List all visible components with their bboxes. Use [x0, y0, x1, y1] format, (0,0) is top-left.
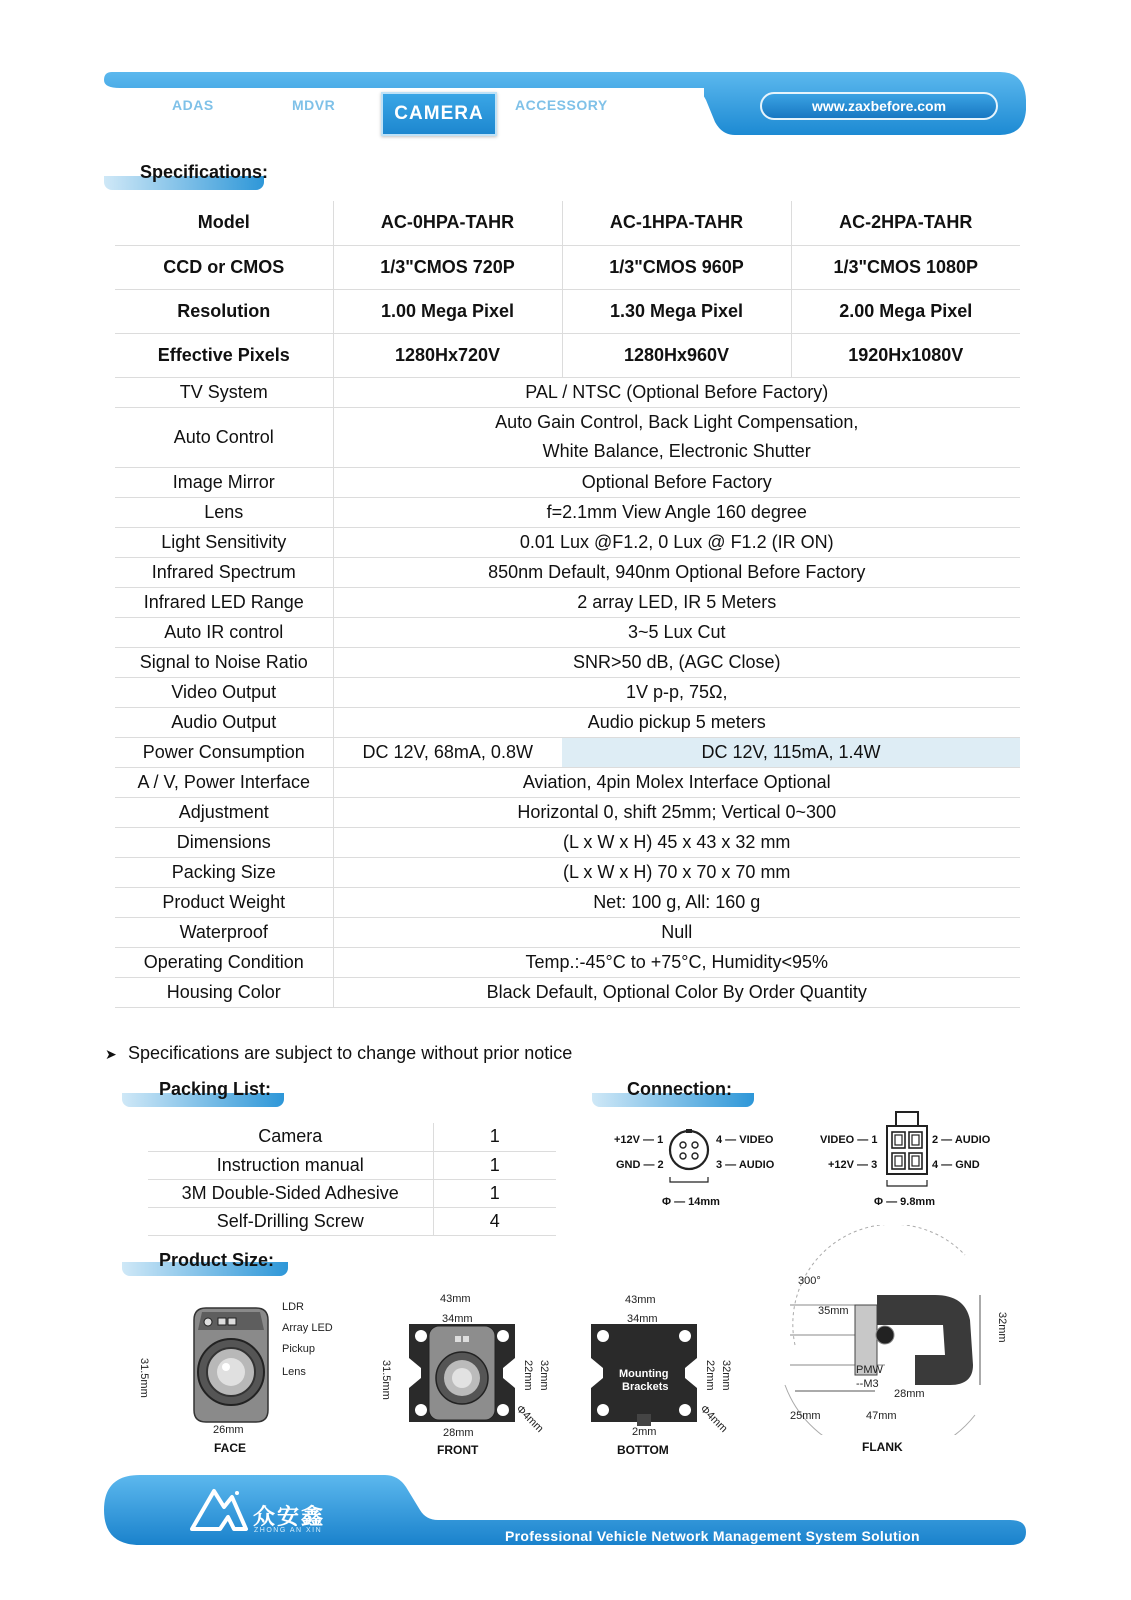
- sensor-0: 1/3"CMOS 720P: [333, 245, 562, 289]
- bottom-mounting-text1: Mounting: [619, 1368, 669, 1380]
- table-row: [115, 827, 1020, 857]
- brand-logo-icon: [188, 1485, 250, 1535]
- aviation-pin4: 4 — VIDEO: [716, 1134, 774, 1146]
- face-label-lens: Lens: [282, 1366, 306, 1378]
- table-row: [115, 707, 1020, 737]
- row-value: Horizontal 0, shift 25mm; Vertical 0~300: [333, 797, 1020, 827]
- row-label: Power Consumption: [115, 737, 333, 767]
- resolution-2: 2.00 Mega Pixel: [791, 289, 1020, 333]
- row-label: Video Output: [115, 677, 333, 707]
- row-value: 1V p-p, 75Ω,: [333, 677, 1020, 707]
- row-label: Operating Condition: [115, 947, 333, 977]
- flank-m3: --M3: [856, 1378, 879, 1390]
- table-row: [115, 797, 1020, 827]
- table-row: [115, 677, 1020, 707]
- website-link[interactable]: www.zaxbefore.com: [760, 92, 998, 120]
- packing-item: Instruction manual: [148, 1151, 433, 1179]
- camera-front-icon: [403, 1318, 523, 1428]
- molex-pin1: VIDEO — 1: [820, 1134, 878, 1146]
- packing-item: Self-Drilling Screw: [148, 1207, 433, 1235]
- table-row: [115, 201, 1020, 245]
- connection-title: Connection:: [627, 1079, 732, 1099]
- row-value: Black Default, Optional Color By Order Quantity: [333, 977, 1020, 1007]
- front-top-width2: 34mm: [442, 1313, 473, 1325]
- row-label: Product Weight: [115, 887, 333, 917]
- row-value: 2 array LED, IR 5 Meters: [333, 587, 1020, 617]
- row-label: Model: [115, 201, 333, 245]
- bottom-top-width: 43mm: [625, 1294, 656, 1306]
- packing-qty: 1: [433, 1179, 556, 1207]
- row-value: 850nm Default, 940nm Optional Before Factory: [333, 557, 1020, 587]
- table-row: [115, 917, 1020, 947]
- camera-face-icon: [180, 1300, 290, 1430]
- row-value: SNR>50 dB, (AGC Close): [333, 647, 1020, 677]
- packing-qty: 4: [433, 1207, 556, 1235]
- face-label-pickup: Pickup: [282, 1343, 316, 1355]
- row-label: Infrared Spectrum: [115, 557, 333, 587]
- model-0: AC-0HPA-TAHR: [333, 201, 562, 245]
- flank-d1: 28mm: [894, 1388, 925, 1400]
- bottom-hole: Φ4mm: [697, 1403, 730, 1435]
- molex-diameter: Φ — 9.8mm: [874, 1196, 935, 1208]
- table-row: [115, 557, 1020, 587]
- row-value: PAL / NTSC (Optional Before Factory): [333, 377, 1020, 407]
- bottom-right-height1: 22mm: [704, 1360, 716, 1391]
- bottom-caption: BOTTOM: [617, 1443, 669, 1457]
- header-bar: [0, 0, 1131, 150]
- front-bottom-width: 28mm: [443, 1427, 474, 1439]
- molex-pin2: 2 — AUDIO: [932, 1134, 991, 1146]
- table-row: [115, 527, 1020, 557]
- row-label: Adjustment: [115, 797, 333, 827]
- row-label: Resolution: [115, 289, 333, 333]
- face-caption: FACE: [214, 1441, 247, 1455]
- tab-adas[interactable]: ADAS: [172, 97, 214, 113]
- product-size-title: Product Size:: [159, 1250, 275, 1270]
- packing-item: 3M Double-Sided Adhesive: [148, 1179, 433, 1207]
- front-caption: FRONT: [437, 1443, 479, 1457]
- camera-flank-icon: [775, 1225, 1015, 1435]
- row-value: [333, 407, 1020, 467]
- bottom-bottom-width: 2mm: [632, 1426, 657, 1438]
- row-value: Aviation, 4pin Molex Interface Optional: [333, 767, 1020, 797]
- bottom-top-width2: 34mm: [627, 1313, 658, 1325]
- tab-accessory[interactable]: ACCESSORY: [515, 97, 608, 113]
- front-right-height2: 32mm: [538, 1360, 550, 1391]
- face-label-ldr: LDR: [282, 1301, 305, 1313]
- flank-d3: 47mm: [866, 1410, 897, 1422]
- face-label-array-led: Array LED: [282, 1322, 333, 1334]
- table-row: [115, 497, 1020, 527]
- row-value: Optional Before Factory: [333, 467, 1020, 497]
- row-label: Waterproof: [115, 917, 333, 947]
- table-row: [115, 887, 1020, 917]
- row-label: CCD or CMOS: [115, 245, 333, 289]
- table-row: [115, 857, 1020, 887]
- row-value: (L x W x H) 70 x 70 x 70 mm: [333, 857, 1020, 887]
- model-2: AC-2HPA-TAHR: [791, 201, 1020, 245]
- row-label: Housing Color: [115, 977, 333, 1007]
- row-label: Image Mirror: [115, 467, 333, 497]
- pixels-1: 1280Hx960V: [562, 333, 791, 377]
- molex-pin4: 4 — GND: [932, 1159, 980, 1171]
- model-1: AC-1HPA-TAHR: [562, 201, 791, 245]
- front-left-height: 31.5mm: [380, 1360, 392, 1400]
- pixels-2: 1920Hx1080V: [791, 333, 1020, 377]
- face-height: 31.5mm: [138, 1358, 150, 1398]
- tab-camera[interactable]: CAMERA: [381, 92, 497, 136]
- row-value: 3~5 Lux Cut: [333, 617, 1020, 647]
- flank-pmw: PMW: [856, 1364, 883, 1376]
- aviation-pin1: +12V — 1: [614, 1134, 664, 1146]
- resolution-0: 1.00 Mega Pixel: [333, 289, 562, 333]
- table-row: [115, 377, 1020, 407]
- bottom-right-height2: 32mm: [720, 1360, 732, 1391]
- tab-mdvr[interactable]: MDVR: [292, 97, 336, 113]
- specifications-table: [115, 201, 1020, 1008]
- row-label: Auto IR control: [115, 617, 333, 647]
- flank-width1: 35mm: [818, 1305, 849, 1317]
- molex-pin3: +12V — 3: [828, 1159, 878, 1171]
- sensor-1: 1/3"CMOS 960P: [562, 245, 791, 289]
- power-value-a: DC 12V, 68mA, 0.8W: [333, 737, 562, 767]
- flank-caption: FLANK: [862, 1440, 903, 1454]
- footer-tagline: Professional Vehicle Network Management System Solution: [505, 1528, 920, 1544]
- flank-height: 32mm: [996, 1312, 1008, 1343]
- table-row: [115, 977, 1020, 1007]
- table-row: [115, 617, 1020, 647]
- table-row: [115, 737, 1020, 767]
- row-value: Net: 100 g, All: 160 g: [333, 887, 1020, 917]
- row-label: Packing Size: [115, 857, 333, 887]
- front-top-width: 43mm: [440, 1293, 471, 1305]
- row-value: 0.01 Lux @F1.2, 0 Lux @ F1.2 (IR ON): [333, 527, 1020, 557]
- row-label: Light Sensitivity: [115, 527, 333, 557]
- table-row: [115, 947, 1020, 977]
- notice-text: Specifications are subject to change without prior notice: [128, 1043, 573, 1063]
- table-row: [115, 289, 1020, 333]
- table-row: [148, 1207, 556, 1235]
- table-row: [115, 647, 1020, 677]
- sensor-2: 1/3"CMOS 1080P: [791, 245, 1020, 289]
- row-value: Temp.:-45°C to +75°C, Humidity<95%: [333, 947, 1020, 977]
- row-label: TV System: [115, 377, 333, 407]
- bottom-mounting-text2: Brackets: [622, 1381, 669, 1393]
- table-row: [148, 1179, 556, 1207]
- row-label: Audio Output: [115, 707, 333, 737]
- notice: [105, 1043, 572, 1064]
- aviation-pin3: 3 — AUDIO: [716, 1159, 775, 1171]
- pixels-0: 1280Hx720V: [333, 333, 562, 377]
- auto-control-line1: Auto Gain Control, Back Light Compensation,: [495, 412, 859, 432]
- auto-control-line2: White Balance, Electronic Shutter: [542, 441, 811, 461]
- aviation-diameter: Φ — 14mm: [662, 1196, 720, 1208]
- table-row: [115, 245, 1020, 289]
- packing-qty: 1: [433, 1151, 556, 1179]
- front-right-height1: 22mm: [522, 1360, 534, 1391]
- brand-name: 众安鑫: [253, 1504, 326, 1529]
- table-row: [115, 333, 1020, 377]
- flank-angle: 300°: [798, 1275, 821, 1287]
- row-value: f=2.1mm View Angle 160 degree: [333, 497, 1020, 527]
- front-hole: Φ4mm: [513, 1403, 546, 1435]
- row-value: Null: [333, 917, 1020, 947]
- brand-subtitle: ZHONG AN XIN: [254, 1527, 323, 1534]
- table-row: [115, 467, 1020, 497]
- packing-qty: 1: [433, 1123, 556, 1151]
- face-width: 26mm: [213, 1424, 244, 1436]
- arrow-bullet-icon: ➤: [105, 1046, 117, 1062]
- row-label: Infrared LED Range: [115, 587, 333, 617]
- molex-connector-icon: [884, 1110, 934, 1196]
- row-label: Signal to Noise Ratio: [115, 647, 333, 677]
- packing-item: Camera: [148, 1123, 433, 1151]
- aviation-connector-icon: [662, 1125, 716, 1195]
- row-label: Auto Control: [115, 407, 333, 467]
- row-label: Effective Pixels: [115, 333, 333, 377]
- packing-list-title: Packing List:: [159, 1079, 272, 1099]
- table-row: [148, 1151, 556, 1179]
- packing-list-table: [148, 1123, 556, 1236]
- table-row: [115, 407, 1020, 467]
- flank-d2: 25mm: [790, 1410, 821, 1422]
- row-label: Lens: [115, 497, 333, 527]
- table-row: [115, 587, 1020, 617]
- table-row: [148, 1123, 556, 1151]
- row-label: A / V, Power Interface: [115, 767, 333, 797]
- row-label: Dimensions: [115, 827, 333, 857]
- table-row: [115, 767, 1020, 797]
- row-value: (L x W x H) 45 x 43 x 32 mm: [333, 827, 1020, 857]
- aviation-pin2: GND — 2: [616, 1159, 664, 1171]
- row-value: Audio pickup 5 meters: [333, 707, 1020, 737]
- resolution-1: 1.30 Mega Pixel: [562, 289, 791, 333]
- power-value-b: DC 12V, 115mA, 1.4W: [562, 737, 1020, 767]
- specifications-title: Specifications:: [140, 162, 269, 182]
